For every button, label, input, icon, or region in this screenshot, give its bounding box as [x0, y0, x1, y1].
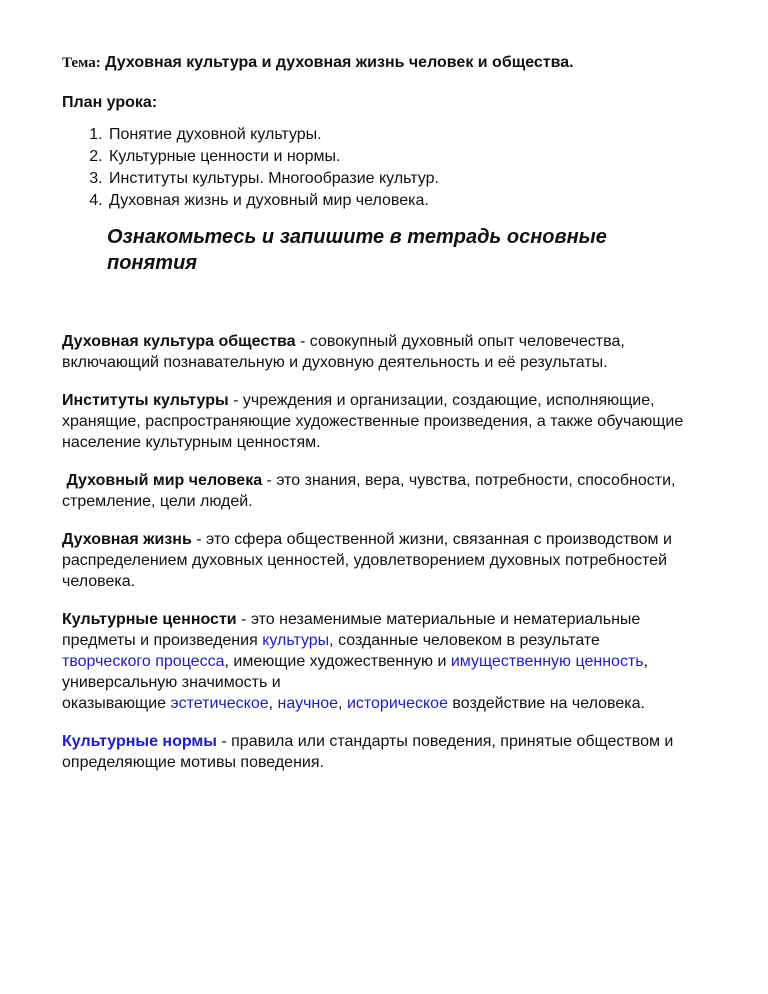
- topic-line: [62, 52, 702, 74]
- definition-text: , универсальную значимость и: [62, 653, 649, 691]
- definition-term: Духовная культура общества: [62, 333, 296, 350]
- definition-text: , имеющие художественную и: [224, 653, 451, 670]
- definition-text: - это сфера общественной жизни, связанная с производством и распределением духовных ценностей, удовлетворением духовных потребностей человека.: [62, 531, 672, 590]
- definition-text: оказывающие: [62, 695, 171, 712]
- definition-spiritual-life: [62, 529, 687, 592]
- definition-term: Институты культуры: [62, 392, 229, 409]
- link-creative-process[interactable]: творческого процесса: [62, 653, 225, 670]
- separator: ,: [268, 695, 278, 712]
- definition-inner-world: [62, 470, 687, 512]
- definition-institutions: [62, 390, 687, 453]
- link-culture[interactable]: культуры: [262, 632, 330, 649]
- topic-title: Духовная культура и духовная жизнь человек и общества.: [105, 54, 574, 71]
- plan-item: 2. Культурные ценности и нормы.: [107, 146, 702, 168]
- definition-term: Культурные ценности: [62, 611, 237, 628]
- definition-text: - это незаменимые материальные и нематериальные предметы и произведения: [62, 611, 641, 649]
- definition-term: Духовная жизнь: [62, 531, 192, 548]
- definition-text: - правила или стандарты поведения, принятые обществом и определяющие мотивы поведения.: [62, 733, 674, 771]
- link-property-value[interactable]: имущественную ценность: [450, 653, 644, 670]
- definition-text: - это знания, вера, чувства, потребности, способности, стремление, цели людей.: [62, 472, 676, 510]
- link-scientific[interactable]: научное: [277, 695, 339, 712]
- definition-term: Духовный мир человека: [66, 472, 263, 489]
- instruction-heading: Ознакомьтесь и запишите в тетрадь основные понятия: [107, 226, 607, 274]
- topic-label: Тема:: [62, 55, 101, 71]
- definition-text: - совокупный духовный опыт человечества, включающий познавательную и духовную деятельность и её результаты.: [62, 333, 625, 371]
- link-aesthetic[interactable]: эстетическое: [170, 695, 269, 712]
- link-cultural-norms[interactable]: Культурные нормы: [62, 733, 217, 750]
- link-historical[interactable]: историческое: [346, 695, 448, 712]
- separator: ,: [338, 695, 347, 712]
- document-page: [62, 52, 702, 790]
- definition-cultural-norms: [62, 731, 687, 773]
- definition-text: , созданные человеком в результате: [329, 632, 600, 649]
- plan-item: 3. Институты культуры. Многообразие культур.: [107, 168, 702, 190]
- definitions-section: [62, 331, 702, 773]
- plan-item: 1. Понятие духовной культуры.: [107, 124, 702, 146]
- definition-text: воздействие на человека.: [447, 695, 645, 712]
- definition-text: - учреждения и организации, создающие, исполняющие, хранящие, распространяющие художественные произведения, а также обучающие население культурным ценностям.: [62, 392, 684, 451]
- plan-list: [62, 124, 702, 212]
- definition-cultural-values: [62, 609, 687, 714]
- plan-heading: План урока:: [62, 94, 158, 111]
- definition-culture-society: [62, 331, 687, 373]
- plan-item: 4. Духовная жизнь и духовный мир человека.: [107, 190, 702, 212]
